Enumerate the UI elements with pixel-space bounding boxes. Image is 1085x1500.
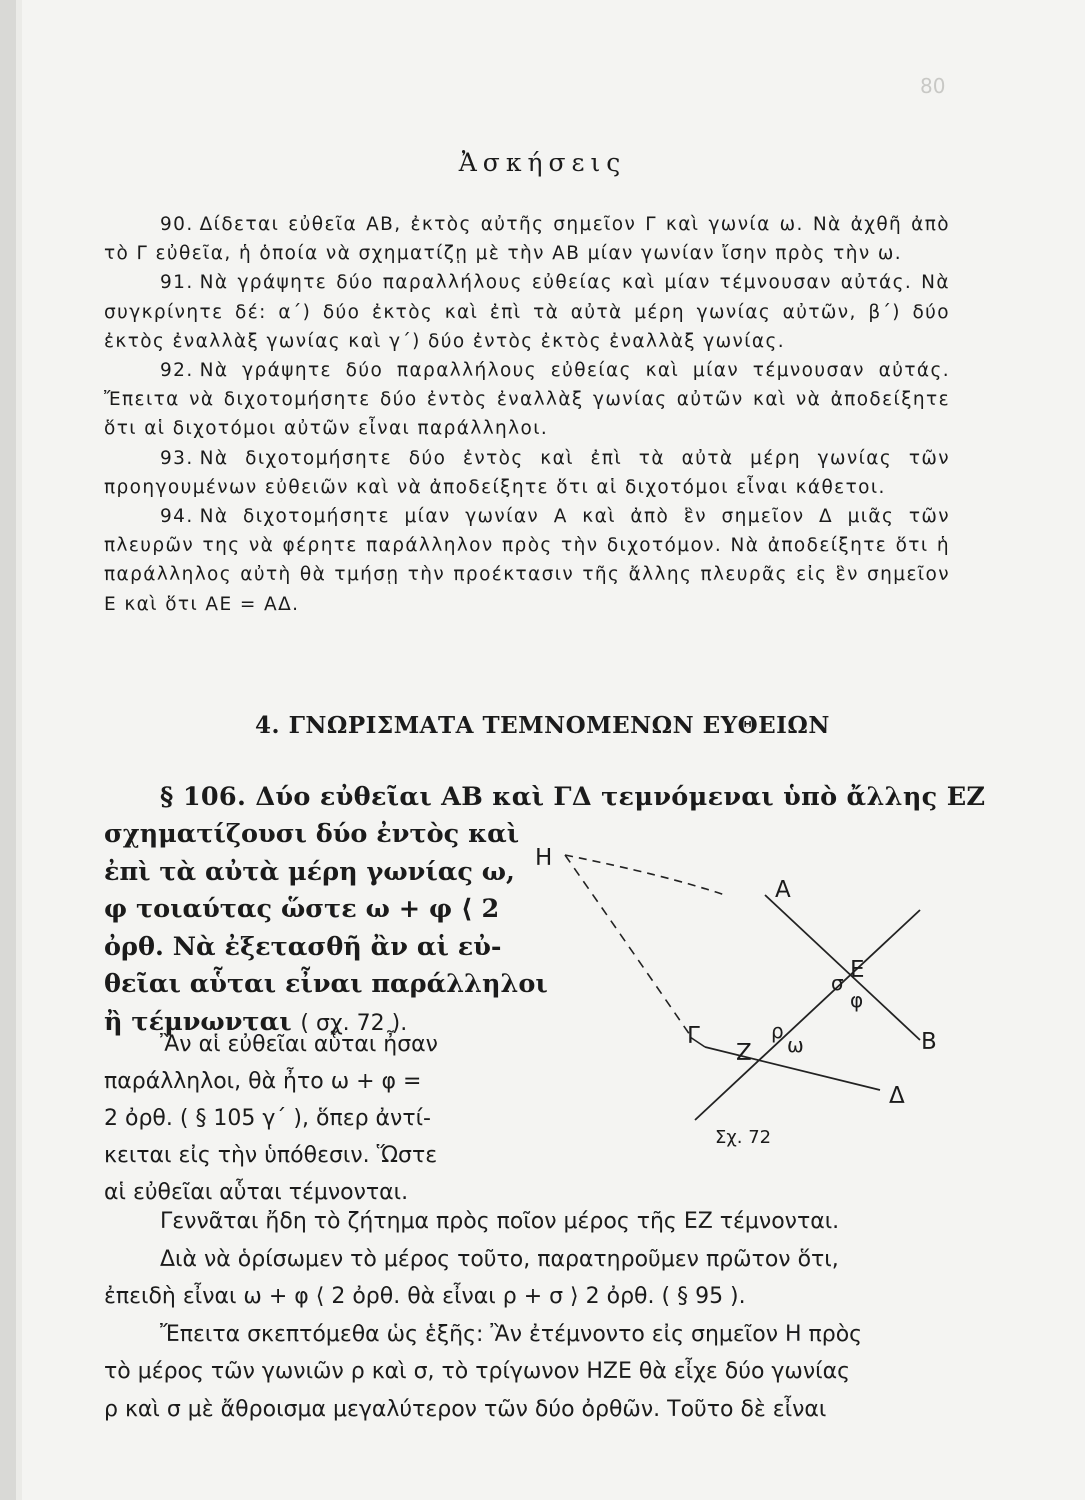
- figure-reference: ( σχ. 72 ).: [300, 1010, 408, 1036]
- proof-text: [104, 1026, 524, 1211]
- paragraph-line: ρ καὶ σ μὲ ἄθροισμα μεγαλύτερον τῶν δύο ὀρθῶν. Τοῦτο δὲ εἶναι: [104, 1396, 827, 1422]
- page-edge-highlight: [16, 0, 22, 1500]
- label-eta: Η: [535, 845, 553, 871]
- line-ez: [695, 910, 920, 1120]
- label-zeta: Ζ: [736, 1040, 752, 1066]
- body-paragraphs: [104, 1203, 950, 1429]
- line-ab: [765, 895, 920, 1040]
- label-alpha: Α: [775, 877, 791, 903]
- exercise-number: 90.: [160, 214, 194, 235]
- exercise-item: [104, 210, 950, 268]
- exercise-text: Νὰ διχοτομήσητε δύο ἐντὸς καὶ ἐπὶ τὰ αὐτὰ μέρη γωνίας τῶν προηγουμένων εὐθειῶν καὶ νὰ ἀποδείξητε ὅτι αἱ διχοτόμοι εἶναι κάθετοι.: [104, 447, 950, 498]
- label-gamma: Γ: [687, 1023, 700, 1049]
- exercise-number: 93.: [160, 447, 194, 469]
- exercise-text: Νὰ γράψητε δύο παραλλήλους εὐθείας καὶ μίαν τέμνουσαν αὐτάς. Ἔπειτα νὰ διχοτομήσητε δύο ἐντὸς ἐναλλὰξ γωνίας αὐτῶν καὶ νὰ ἀποδείξητε ὅτι αἱ διχοτόμοι αὐτῶν εἶναι παράλληλοι.: [104, 360, 950, 440]
- figure-drawing: [525, 835, 945, 1165]
- exercise-text: Νὰ γράψητε δύο παραλλήλους εὐθείας καὶ μίαν τέμνουσαν αὐτάς. Νὰ συγκρίνητε δέ: α΄) δύο ἐκτὸς καὶ ἐπὶ τὰ αὐτὰ μέρη γωνίας αὐτῶν, β΄) δύο ἐκτὸς ἐναλλὰξ γωνίας καὶ γ΄) δύο ἐντὸς ἐκτὸς ἐναλλὰξ γωνίας.: [104, 272, 950, 352]
- exercise-text: Δίδεται εὐθεῖα ΑΒ, ἐκτὸς αὐτῆς σημεῖον Γ καὶ γωνία ω. Νὰ ἀχθῆ ἀπὸ τὸ Γ εὐθεῖα, ἡ ὁποία νὰ σχηματίζῃ μὲ τὴν ΑΒ μίαν γωνίαν ἴσην πρὸς τὴν ω.: [104, 214, 950, 265]
- paragraph-line: Διὰ νὰ ὁρίσωμεν τὸ μέρος τοῦτο, παρατηροῦμεν πρῶτον ὅτι,: [160, 1246, 839, 1272]
- paragraph-line: Γεννᾶται ἤδη τὸ ζήτημα πρὸς ποῖον μέρος τῆς ΕΖ τέμνονται.: [160, 1209, 840, 1234]
- label-sigma: σ: [831, 971, 844, 995]
- theorem-text: Δύο εὐθεῖαι ΑΒ καὶ ΓΔ τεμνόμεναι ὑπὸ ἄλλης ΕΖ: [255, 782, 986, 812]
- exercise-number: 92.: [160, 360, 194, 382]
- theorem-line: ἐπὶ τὰ αὐτὰ μέρη γωνίας ω,: [104, 856, 515, 887]
- dashed-line-left: [565, 855, 690, 1035]
- label-beta: Β: [921, 1029, 937, 1055]
- exercise-number: 91.: [160, 272, 194, 294]
- label-omega: ω: [787, 1033, 804, 1057]
- paragraph-line: Ἔπειτα σκεπτόμεθα ὡς ἑξῆς: Ἂν ἐτέμνοντο εἰς σημεῖον Η πρὸς: [160, 1321, 863, 1347]
- dashed-arc-top: [565, 855, 725, 895]
- figure-72: [525, 835, 945, 1165]
- exercises-heading: Ἀσκήσεις: [458, 148, 627, 177]
- label-rho: ρ: [771, 1019, 784, 1043]
- label-epsilon: Ε: [850, 957, 865, 983]
- proof-line: παράλληλοι, θὰ ἦτο ω + φ =: [104, 1069, 422, 1094]
- theorem-first-line: [104, 778, 986, 816]
- proof-line: αἱ εὐθεῖαι αὗται τέμνονται.: [104, 1180, 409, 1205]
- label-phi: φ: [850, 988, 864, 1012]
- exercise-item: [104, 502, 950, 619]
- exercise-number: 94.: [160, 506, 194, 528]
- paragraph: [104, 1316, 950, 1429]
- label-delta: Δ: [889, 1083, 905, 1109]
- theorem-line: σχηματίζουσι δύο ἐντὸς καὶ: [104, 819, 520, 849]
- theorem-number: § 106.: [160, 782, 247, 812]
- theorem-statement: [104, 816, 548, 1042]
- chapter-title: 4. ΓΝΩΡΙΣΜΑΤΑ ΤΕΜΝΟΜΕΝΩΝ ΕΥΘΕΙΩΝ: [255, 712, 830, 739]
- theorem-last-bold: ἢ τέμνωνται: [104, 1006, 292, 1037]
- exercise-text: Νὰ διχοτομήσητε μίαν γωνίαν Α καὶ ἀπὸ ἓν σημεῖον Δ μιᾶς τῶν πλευρῶν της νὰ φέρητε παράλληλον πρὸς τὴν διχοτόμον. Νὰ ἀποδείξητε ὅτι ἡ παράλληλος αὐτὴ θὰ τμήσῃ τὴν προέκτασιν τῆς ἄλλης πλευρᾶς εἰς ἓν σημεῖον Ε καὶ ὅτι ΑΕ = ΑΔ.: [104, 506, 950, 615]
- exercise-item: [104, 444, 950, 502]
- theorem-line: ὀρθ. Νὰ ἐξετασθῆ ἂν αἱ εὐ-: [104, 931, 502, 962]
- figure-caption: Σχ. 72: [715, 1127, 772, 1148]
- page-edge-shadow: [0, 0, 16, 1500]
- exercise-item: [104, 356, 950, 444]
- exercises-list: [104, 210, 950, 619]
- page-number: 80: [920, 74, 946, 98]
- paragraph: [104, 1203, 950, 1241]
- paragraph-line: τὸ μέρος τῶν γωνιῶν ρ καὶ σ, τὸ τρίγωνον ΗΖΕ θὰ εἶχε δύο γωνίας: [104, 1359, 850, 1385]
- proof-line: Ἂν αἱ εὐθεῖαι αὗται ἦσαν: [160, 1032, 438, 1057]
- theorem-line: θεῖαι αὗται εἶναι παράλληλοι: [104, 969, 548, 999]
- paragraph-line: ἐπειδὴ εἶναι ω + φ ⟨ 2 ὀρθ. θὰ εἶναι ρ + σ ⟩ 2 ὀρθ. ( § 95 ).: [104, 1284, 746, 1310]
- paragraph: [104, 1241, 950, 1316]
- proof-line: 2 ὀρθ. ( § 105 γ΄ ), ὅπερ ἀντί-: [104, 1106, 431, 1131]
- proof-line: κειται εἰς τὴν ὑπόθεσιν. Ὥστε: [104, 1143, 438, 1168]
- theorem-line: φ τοιαύτας ὥστε ω + φ ⟨ 2: [104, 894, 500, 924]
- exercise-item: [104, 268, 950, 356]
